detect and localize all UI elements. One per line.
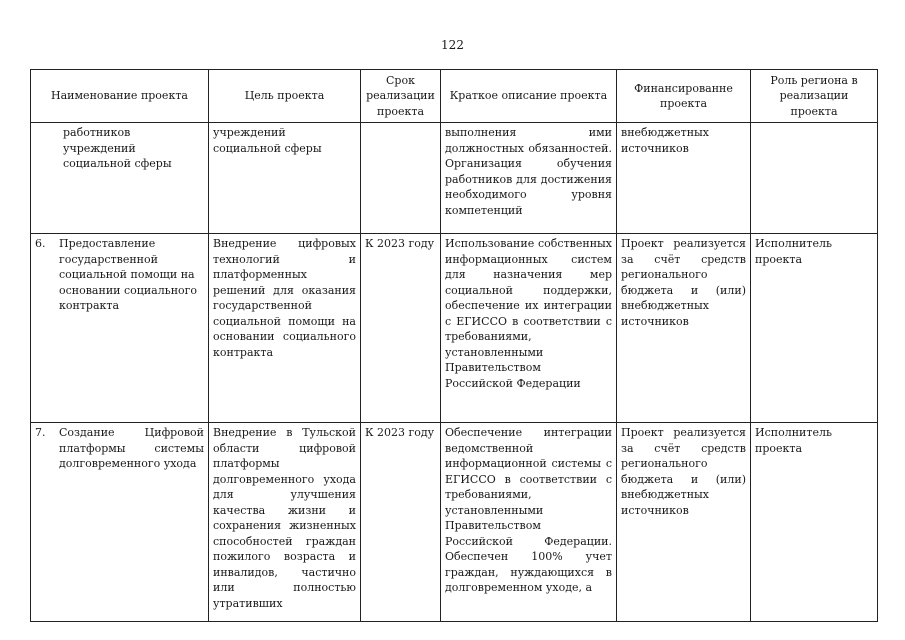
project-name: Предоставление государственной социальной помощи на основании социального контракта [59,237,198,312]
cell-term [361,123,441,234]
cell-role [751,123,878,234]
cell-role: Исполнитель проекта [751,234,878,423]
cell-description: Обеспечение интеграции ведомственной информационной системы с ЕГИССО в соответствии с требованиями, установленными Правительством Российской Федерации. Обеспечен 100% учет граждан, нуждающихся в долговременном уходе, а [441,423,617,622]
cell-description: выполнения ими должностных обязанностей. Организация обучения работников для достижения необходимого уровня компетенций [441,123,617,234]
cell-goal: Внедрение в Тульской области цифровой платформы долговременного ухода для улучшения качества жизни и сохранения жизненных способностей граждан пожилого возраста и инвалидов, частично или полностью утративших [209,423,361,622]
projects-table [30,69,878,622]
header-goal: Цель проекта [209,70,361,123]
table-header-row [31,70,878,123]
cell-funding: Проект реализуется за счёт средств регионального бюджета и (или) внебюджетных источников [617,234,751,423]
header-name: Наименование проекта [31,70,209,123]
cell-term: К 2023 году [361,234,441,423]
table-row [31,234,878,423]
cell-role: Исполнитель проекта [751,423,878,622]
header-funding: Финансированне проекта [617,70,751,123]
cell-name: работников учреждений социальной сферы [31,123,209,234]
project-name: Создание Цифровой платформы системы долговременного ухода [59,426,204,471]
cell-name [31,234,209,423]
row-number: 7. [35,426,46,440]
row-number: 6. [35,237,46,250]
cell-goal: Внедрение цифровых технологий и платформенных решений для оказания государственной социальной помощи на основании социального контракта [209,234,361,423]
cell-term: К 2023 году [361,423,441,622]
table-row [31,123,878,234]
cell-funding: Проект реализуется за счёт средств регионального бюджета и (или) внебюджетных источников [617,423,751,622]
header-term: Срок реализации проекта [361,70,441,123]
header-description: Краткое описание проекта [441,70,617,123]
page-number: 122 [441,38,464,52]
cell-name [31,423,209,622]
header-role: Роль региона в реализации проекта [751,70,878,123]
cell-goal: учреждений социальной сферы [209,123,361,234]
table-row [31,423,878,622]
cell-funding: внебюджетных источников [617,123,751,234]
cell-description: Использование собственных информационных систем для назначения мер социальной поддержки, обеспечение их интеграции с ЕГИССО в соответствии с требованиями, установленными Правительством Российской Федерации [441,234,617,423]
